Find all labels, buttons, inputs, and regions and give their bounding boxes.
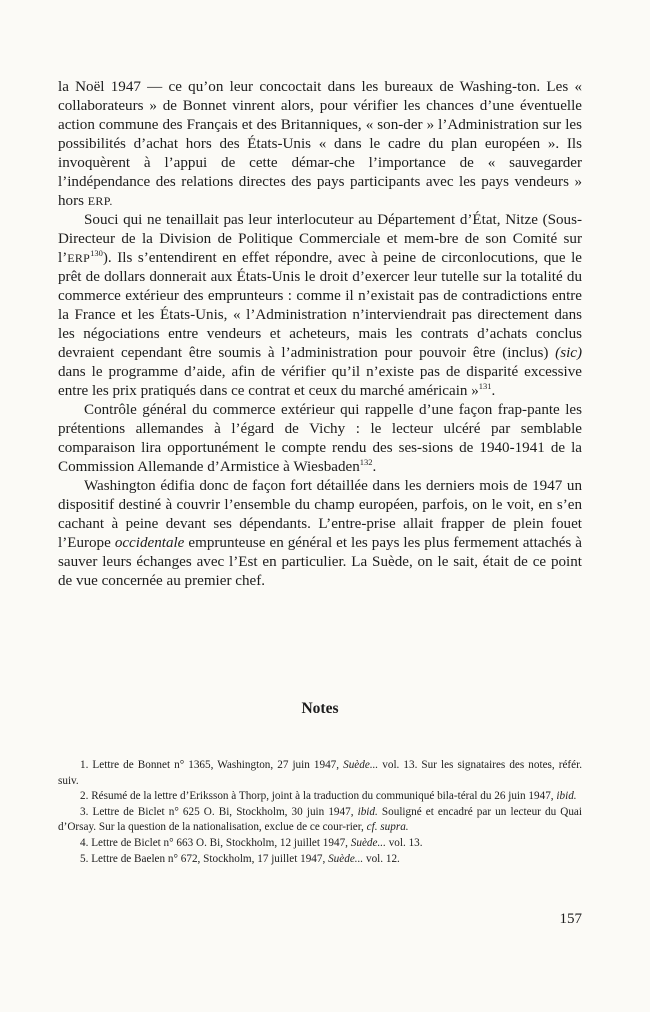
page [58,78,583,927]
note-1-text-a: 1. Lettre de Bonnet n° 1365, Washington, 27 juin 1947, [80,759,344,771]
note-5-text-a: 5. Lettre de Baelen n° 672, Stockholm, 17 juillet 1947, [80,852,329,865]
note-3-italic: ibid. [357,805,378,818]
erp-abbrev: ERP. [87,194,113,208]
paragraph-2-text-b: ). Ils s’entendirent en effet répondre, avec à peine de circonlocutions, que le prêt de dollars donnerait aux États-Unis le droit d’exercer leur tutelle sur la totalité du commerce extérieur des emprunteurs : comme il n’existait pas de contradictions entre la France et les États-Unis, « l’Administration n’interviendrait pas directement dans les négociations entre vendeurs et acheteurs, mais les contrats d’achats conclus devraient cependant être soumis à l’administration pour pouvoir être (inclus) [58,250,582,361]
footnote-ref-130: 130 [90,247,103,258]
paragraph-3-text-a: Contrôle général du commerce extérieur qui rappelle d’une façon frap-pante les prétentions allemandes à l’égard de Vichy : le lecteur ulcéré par semblable comparaison lira opportunément le compte rendu des ses-sions de 1940-1941 de la Commission Allemande d’Armistice à Wiesbaden [58,402,582,475]
note-2 [58,789,582,805]
note-4-text-a: 4. Lettre de Biclet n° 663 O. Bi, Stockholm, 12 juillet 1947, [80,836,351,849]
paragraph-2-text-d: . [491,383,496,399]
paragraph-4 [58,477,582,591]
paragraph-3-text-b: . [372,459,377,475]
footnote-ref-132: 132 [359,456,373,467]
note-4-text-b: vol. 13. [385,836,423,849]
note-5-italic: Suède... [328,852,364,865]
note-5-text-b: vol. 12. [363,852,400,865]
paragraph-2-text-c: dans le programme d’aide, afin de vérifier qu’il n’existe pas de disparité excessive entre les prix pratiqués dans ce contrat et ceux du marché américain » [58,364,582,399]
note-3-text-a: 3. Lettre de Biclet n° 625 O. Bi, Stockholm, 30 juin 1947, [80,805,358,818]
paragraph-4-text-a: Washington édifia donc de façon fort détaillée dans les derniers mois de 1947 un dispositif destiné à couvrir l’ensemble du champ européen, parfois, on le voit, en s’en cachant à peine devant ses dépendants. L’entre-prise allait frapper de plein fouet l’Europe [58,478,582,551]
note-3-text-b: Souligné et encadré par un lecteur du Quai d’Orsay. Sur la question de la nationalisation, exclue de ce cour-rier, [58,805,583,834]
note-1-text-b: vol. 13. Sur les signataires des notes, référ. suiv. [58,759,583,787]
note-4 [58,836,582,852]
footnote-ref-131: 131 [478,380,492,391]
note-4-italic: Suède... [350,836,386,849]
paragraph-2-text-a: Souci qui ne tenaillait pas leur interlocuteur au Département d’État, Nitze (Sous-Directeur de la Division de Politique Commerciale et mem-bre de son Comité sur l’ [58,212,582,266]
notes-heading: Notes [301,700,339,717]
page-number: 157 [559,911,582,927]
occidentale-italic: occidentale [114,535,185,551]
notes-list [58,758,582,867]
note-5 [58,852,582,868]
note-3 [58,805,582,836]
note-1 [58,758,582,789]
note-3-italic-2: cf. supra. [366,821,409,834]
paragraph-3 [58,401,582,477]
sic-italic: (sic) [555,345,582,361]
paragraph-2 [58,211,582,401]
paragraph-4-text-b: emprunteuse en général et les pays les plus fermement attachés à sauver leurs échanges avec l’Est en particulier. La Suède, on le sait, était de ce point de vue concernée au premier chef. [58,535,582,589]
note-1-italic: Suède... [343,759,379,771]
note-2-italic: ibid. [556,790,577,803]
paragraph-1 [58,78,582,211]
paragraph-1-text: la Noël 1947 — ce qu’on leur concoctait dans les bureaux de Washing-ton. Les « collaborateurs » de Bonnet vinrent alors, pour vérifier les chances d’une éventuelle action commune des Français et des Britanniques, « son-der » l’Administration sur les possibilités d’achat hors des États-Unis « dans le cadre du plan européen ». Ils invoquèrent à l’appui de cette démar-che l’importance de « sauvegarder l’indépendance des relations directes des pays participants avec les pays vendeurs » hors [58,79,582,209]
erp-abbrev: ERP [67,251,91,265]
note-2-text-a: 2. Résumé de la lettre d’Eriksson à Thorp, joint à la traduction du communiqué bila-téral du 26 juin 1947, [80,790,557,803]
